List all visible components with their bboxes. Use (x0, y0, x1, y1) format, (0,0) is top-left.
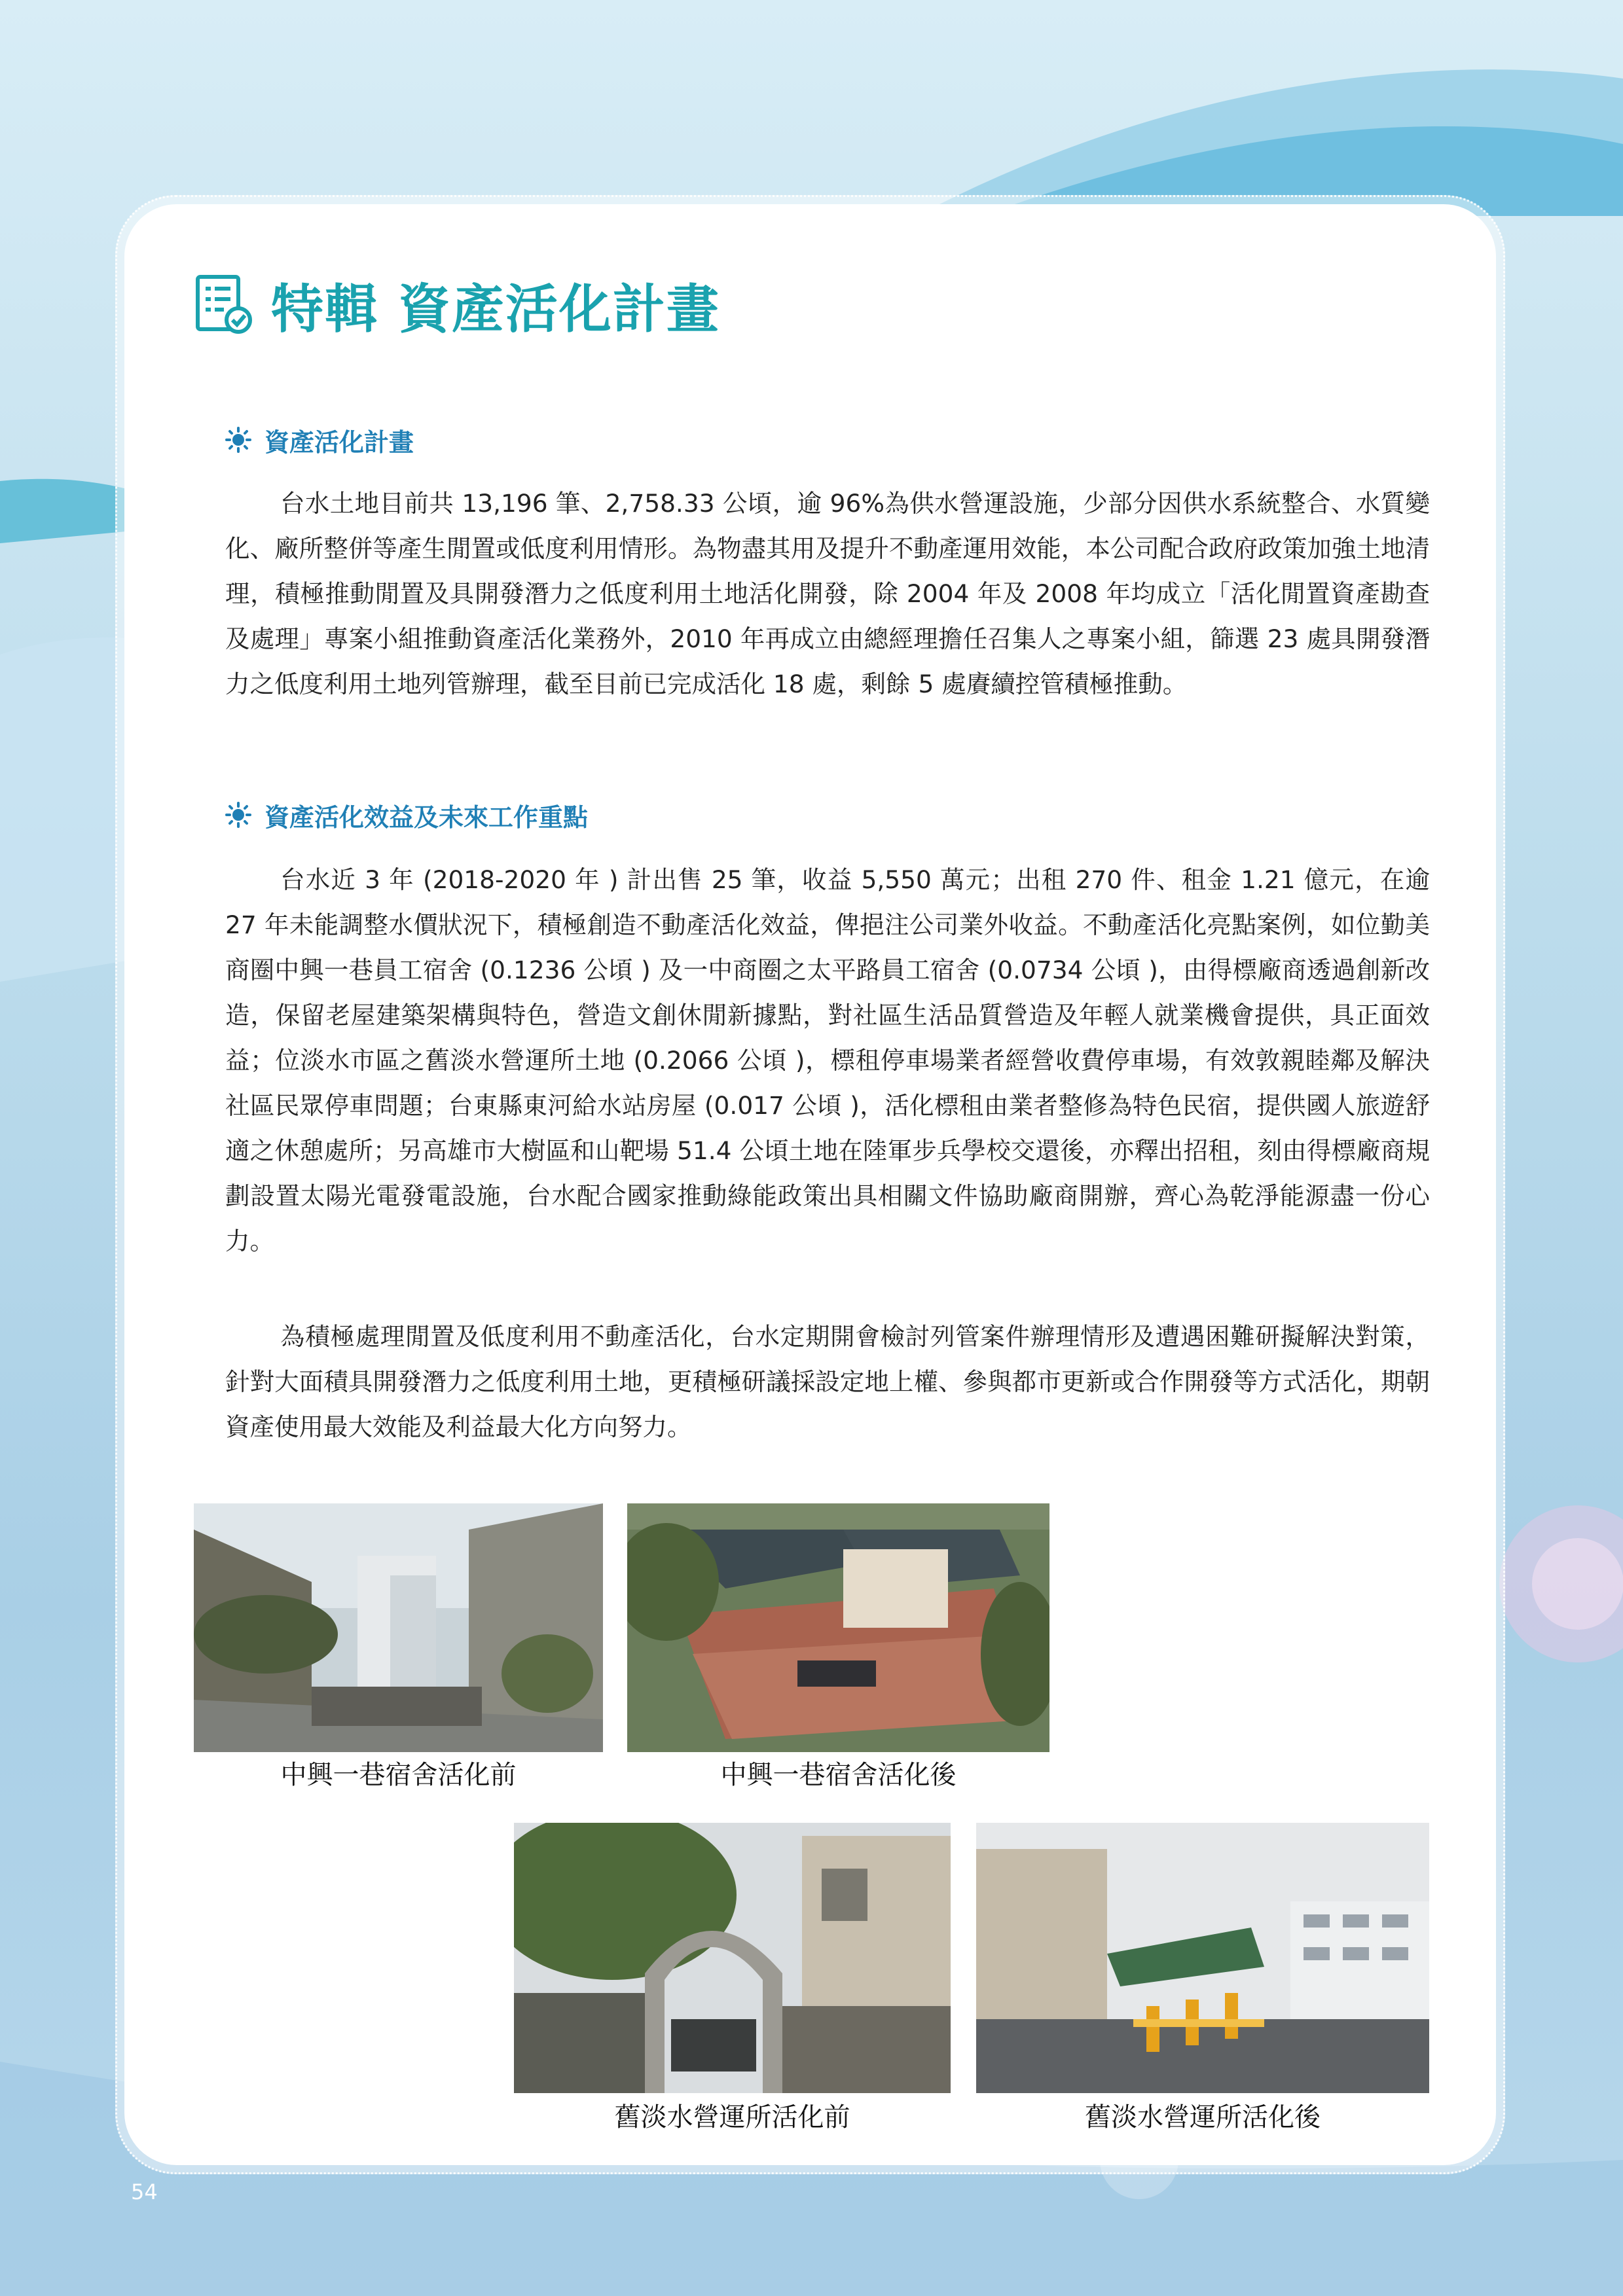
page-title: 特輯 資產活化計畫 (271, 278, 720, 340)
section-heading-text: 資產活化效益及未來工作重點 (264, 802, 589, 832)
photo-caption: 舊淡水營運所活化後 (1085, 2102, 1321, 2132)
page-number: 54 (131, 2179, 158, 2204)
photo-after-dorm (627, 1503, 1049, 1752)
checklist-document-icon (192, 273, 255, 336)
sun-bullet-icon (225, 427, 251, 453)
photo-before-dorm (194, 1503, 603, 1752)
photo-before-tamsui (514, 1823, 951, 2093)
section-heading-text: 資產活化計畫 (264, 427, 414, 457)
section-heading-1 (225, 420, 414, 459)
photo-caption: 中興一巷宿舍活化前 (280, 1760, 517, 1790)
paragraph: 台水土地目前共 13,196 筆、2,758.33 公頃，逾 96%為供水營運設施，少部分因供水系統整合、水質變化、廠所整併等產生閒置或低度利用情形。為物盡其用及提升不動產運用效能，本公司配合政府政策加強土地清理，積極推動閒置及具開發潛力之低度利用土地活化開發，除 2004 年及 2008 年均成立「活化閒置資產勘查及處理」專案小組推動資產活化業務外，2010 年再成立由總經理擔任召集人之專案小組，篩選 23 處具開發潛力之低度利用土地列管辦理，截至目前已完成活化 18 處，剩餘 5 處賡續控管積極推動。 (225, 489, 1430, 698)
paragraph: 台水近 3 年 (2018-2020 年 ) 計出售 25 筆，收益 5,550 萬元；出租 270 件、租金 1.21 億元，在逾 27 年未能調整水價狀況下，積極創造不動產活化效益，俾挹注公司業外收益。不動產活化亮點案例，如位勤美商圈中興一巷員工宿舍 (0.1236 公頃 ) 及一中商圈之太平路員工宿舍 (0.0734 公頃 )，由得標廠商透過創新改造，保留老屋建築架構與特色，營造文創休閒新據點，對社區生活品質營造及年輕人就業機會提供，具正面效益；位淡水市區之舊淡水營運所土地 (0.2066 公頃 )，標租停車場業者經營收費停車場，有效敦親睦鄰及解決社區民眾停車問題；台東縣東河給水站房屋 (0.017 公頃 )，活化標租由業者整修為特色民宿，提供國人旅遊舒適之休憩處所；另高雄市大樹區和山靶場 51.4 公頃土地在陸軍步兵學校交還後，亦釋出招租，刻由得標廠商規劃設置太陽光電發電設施，台水配合國家推動綠能政策出具相關文件協助廠商開辦，齊心為乾淨能源盡一份心力。 (225, 865, 1430, 1255)
photo-caption: 中興一巷宿舍活化後 (720, 1760, 957, 1790)
section-heading-2 (225, 795, 588, 834)
photo-caption: 舊淡水營運所活化前 (614, 2102, 850, 2132)
page-header (192, 268, 720, 340)
photo-after-tamsui (976, 1823, 1429, 2093)
paragraph: 為積極處理閒置及低度利用不動產活化，台水定期開會檢討列管案件辦理情形及遭遇困難研擬解決對策，針對大面積具開發潛力之低度利用土地，更積極研議採設定地上權、參與都市更新或合作開發等方式活化，期朝資產使用最大效能及利益最大化方向努力。 (225, 1322, 1430, 1441)
sun-bullet-icon (225, 802, 251, 828)
